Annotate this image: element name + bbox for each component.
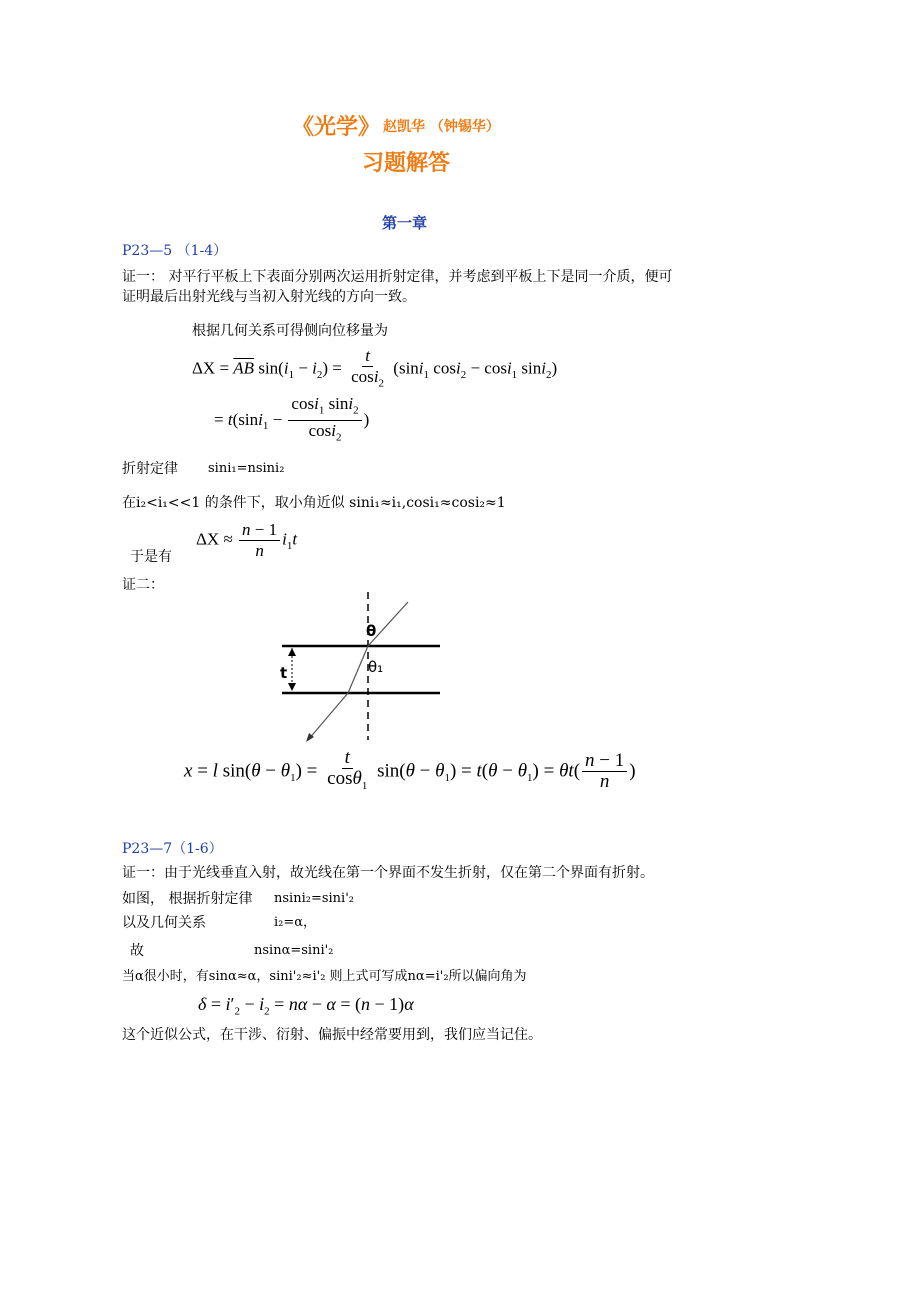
so-text: 于是有: [130, 549, 172, 565]
refraction-equation: sini₁=nsini₂: [208, 461, 285, 476]
equation-deviation: $\delta = i'_2 - i_2 = n\alpha - \alpha = (n - 1)\alpha$: [198, 994, 414, 1018]
subtitle: 习题解答: [362, 151, 451, 176]
p2-line3-label: 以及几何关系: [122, 915, 206, 931]
proof2-label: 证二：: [122, 577, 164, 593]
refraction-diagram: [276, 590, 446, 748]
p2-line2-label: 如图， 根据折射定律: [122, 891, 253, 907]
geometry-text: 根据几何关系可得侧向位移量为: [192, 323, 388, 339]
p2-line4-label: 故: [130, 943, 144, 959]
problem-label-1: P23—5 （1-4）: [122, 243, 228, 259]
p2-line1: 证一：由于光线垂直入射，故光线在第一个界面不发生折射，仅在第二个界面有折射。: [122, 865, 654, 881]
p2-line2-eq: nsini₂=sini'₂: [274, 891, 354, 906]
authors: 赵凯华 （钟锡华）: [383, 119, 500, 135]
thickness-arrow-top: [288, 648, 296, 656]
thickness-label: t: [280, 664, 288, 682]
equation-delta-x: $\Delta X = \overline{AB}$ $\sin(i_1 - i_2)$ = $\frac{t}{\cos i_2}$ (sini$_1$ cosi$_2$ − cosi$_1$ sini$_2$): [192, 346, 558, 390]
equation-approx: ΔX ≈ $\frac{n - 1}{n}$ $i_1t$: [196, 520, 298, 560]
small-angle-condition: 在i₂<i₁<<1 的条件下，取小角近似 sini₁≈i₁,cosi₁≈cosi₂≈1: [122, 495, 506, 511]
theta1-label: θ₁: [368, 658, 384, 676]
p2-line5: 当α很小时，有sinα≈α，sini'₂≈i'₂ 则上式可写成nα=i'₂所以偏向角为: [122, 969, 527, 984]
refraction-label: 折射定律: [122, 461, 178, 477]
proof1-line2: 证明最后出射光线与当初入射光线的方向一致。: [122, 289, 416, 305]
problem-label-2: P23—7（1-6）: [122, 841, 223, 857]
book-title: 《光学》: [292, 115, 381, 140]
p2-line6: 这个近似公式，在干涉、衍射、偏振中经常要用到，我们应当记住。: [122, 1027, 542, 1043]
chapter-title: 第一章: [382, 214, 428, 232]
thickness-arrow-bottom: [288, 683, 296, 691]
equation-x: x = l $\sin(\theta - \theta_1)$ = $\frac{t}{\cos\theta_1}$ $\sin(\theta - \theta_1) = t(\theta - \theta_1) = \theta t$( $\frac{n - 1}{n}$ ): [184, 747, 636, 793]
theta-label: θ: [366, 622, 377, 640]
equation-delta-x-2: = t(sini$_1$ − $\frac{\cos i_1 \sin i_2}{\cos i_2}$ ): [214, 394, 370, 444]
p2-line4-eq: nsinα=sini'₂: [254, 943, 334, 958]
emergent-ray: [308, 693, 348, 740]
refracted-ray: [348, 646, 368, 693]
proof1-line1: 证一： 对平行平板上下表面分别两次运用折射定律，并考虑到平板上下是同一介质，便可: [122, 269, 673, 285]
p2-line3-eq: i₂=α，: [274, 915, 317, 930]
